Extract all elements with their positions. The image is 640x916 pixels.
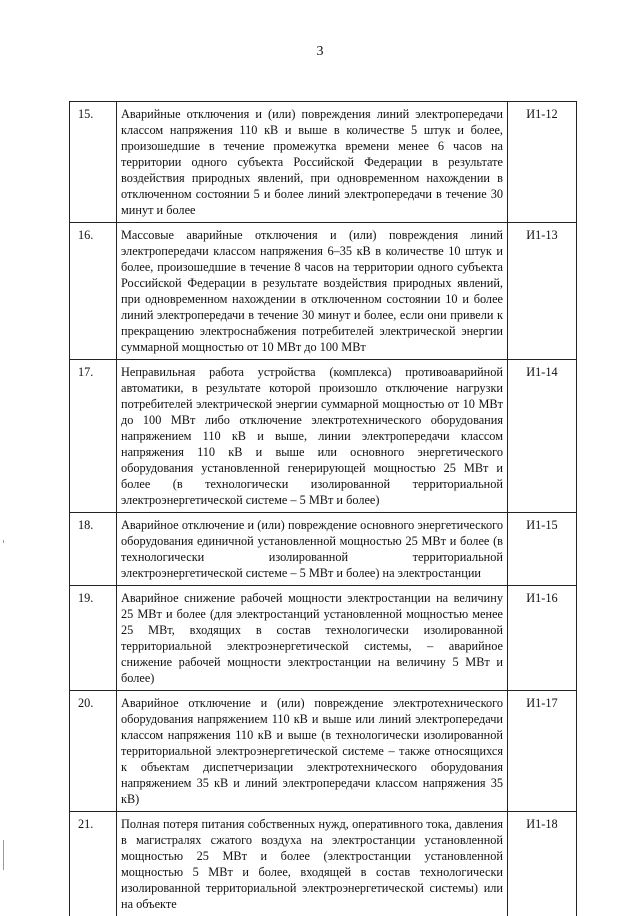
row-description: Аварийное снижение рабочей мощности электростанции на величину 25 МВт и более (для электростанций установленной мощностью менее 25 МВт, входящих в состав технологически изолированной территориальной электроэнергетической системы, – аварийное снижение рабочей мощности электростанции на величину 5 МВт и более) bbox=[117, 586, 508, 691]
row-number: 15. bbox=[70, 102, 117, 223]
table-row bbox=[70, 223, 577, 360]
table-row bbox=[70, 360, 577, 513]
row-description: Неправильная работа устройства (комплекса) противоаварийной автоматики, в результате которой произошло отключение нагрузки потребителей электрической энергии суммарной мощностью от 10 МВт до 100 МВт либо отключение электротехнического оборудования напряжением 110 кВ и выше, линии электропередачи классом напряжения 110 кВ и выше или основного энергетического оборудования установленной генерирующей мощностью 25 МВт и более (в технологически изолированной территориальной электроэнергетической системе – 5 МВт и более) bbox=[117, 360, 508, 513]
row-code: И1-13 bbox=[508, 223, 577, 360]
row-code: И1-14 bbox=[508, 360, 577, 513]
row-description: Полная потеря питания собственных нужд, оперативного тока, давления в магистралях сжатого воздуха на электростанции установленной мощностью 25 МВт и более (электростанции установленной мощностью 5 МВт и более, входящей в состав технологически изолированной территориальной электроэнергетической системы) или на объекте bbox=[117, 812, 508, 916]
row-description: Аварийное отключение и (или) повреждение основного энергетического оборудования единичной установленной мощностью 25 МВт и более (в технологически изолированной территориальной электроэнергетической системе – 5 МВт и более) на электростанции bbox=[117, 513, 508, 586]
row-number: 17. bbox=[70, 360, 117, 513]
row-number: 18. bbox=[70, 513, 117, 586]
row-description: Аварийные отключения и (или) повреждения линий электропередачи классом напряжения 110 кВ и выше в количестве 5 штук и более, произошедшие в течение промежутка времени менее 6 часов на территории одного субъекта Российской Федерации в результате воздействия природных явлений, при одновременном нахождении в отключенном состоянии 5 и более линий электропередачи в течение 30 минут и более bbox=[117, 102, 508, 223]
row-number: 21. bbox=[70, 812, 117, 916]
row-number: 20. bbox=[70, 691, 117, 812]
table-row bbox=[70, 586, 577, 691]
scan-artifact bbox=[3, 540, 4, 543]
row-number: 16. bbox=[70, 223, 117, 360]
row-code: И1-17 bbox=[508, 691, 577, 812]
row-code: И1-18 bbox=[508, 812, 577, 916]
row-description: Массовые аварийные отключения и (или) повреждения линий электропередачи классом напряжения 6–35 кВ в количестве 10 штук и более, произошедшие в течение 8 часов на территории одного субъекта Российской Федерации в результате воздействия природных явлений, при одновременном нахождении в отключенном состоянии 10 и более линий электропередачи в течение 30 минут и более, если они привели к прекращению электроснабжения потребителей электрической энергии суммарной мощностью от 10 МВт до 100 МВт bbox=[117, 223, 508, 360]
table-row bbox=[70, 691, 577, 812]
row-code: И1-12 bbox=[508, 102, 577, 223]
row-description: Аварийное отключение и (или) повреждение электротехнического оборудования напряжением 110 кВ и выше или линий электропередачи классом напряжения 110 кВ и выше (в технологически изолированной территориальной электроэнергетической системе – также относящихся к объектам диспетчеризации электротехнического оборудования напряжением 35 кВ и линий электропередачи классом напряжения 35 кВ) bbox=[117, 691, 508, 812]
page-number: 3 bbox=[0, 44, 640, 60]
table-row bbox=[70, 102, 577, 223]
scan-artifact bbox=[3, 840, 4, 870]
row-code: И1-16 bbox=[508, 586, 577, 691]
events-table bbox=[69, 101, 577, 916]
row-code: И1-15 bbox=[508, 513, 577, 586]
table-row bbox=[70, 513, 577, 586]
table-row bbox=[70, 812, 577, 916]
row-number: 19. bbox=[70, 586, 117, 691]
